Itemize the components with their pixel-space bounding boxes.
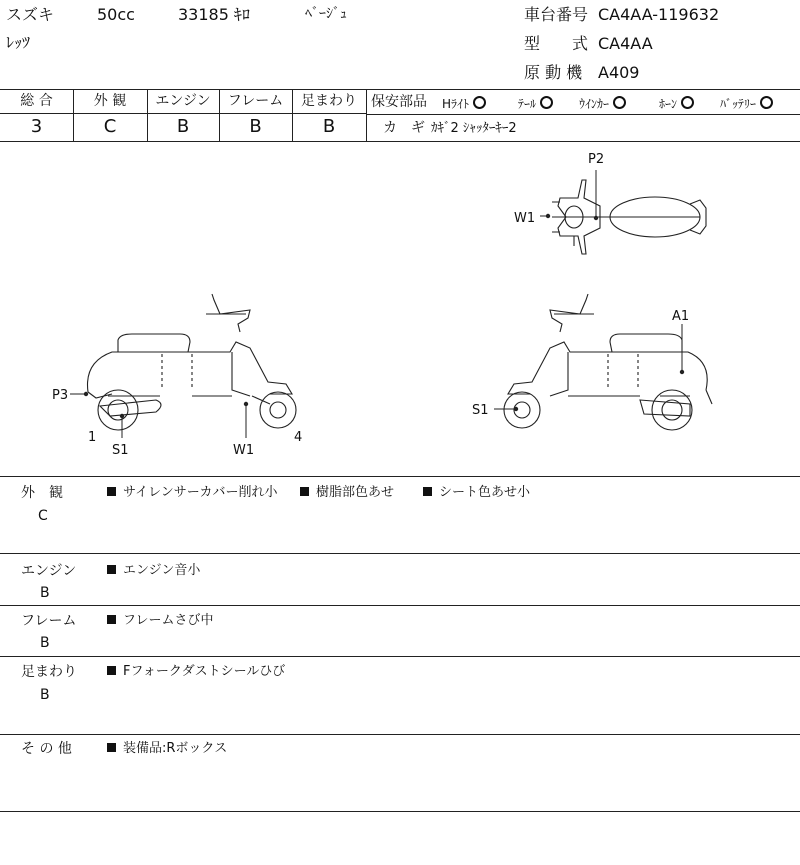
label-w1-top: W1 bbox=[514, 211, 536, 226]
note-item: 樹脂部色あせ bbox=[300, 486, 394, 499]
safety-item-battery: ﾊﾞｯﾃﾘｰ bbox=[720, 96, 773, 110]
note-label: フレーム bbox=[21, 613, 77, 629]
key-value: ｶｷﾞ2 ｼｬｯﾀｰｷｰ2 bbox=[431, 121, 517, 136]
model-name: ﾚｯﾂ bbox=[6, 33, 31, 52]
status-ok-icon bbox=[473, 96, 486, 109]
label-p3: P3 bbox=[52, 388, 69, 403]
label-s1-left: S1 bbox=[112, 443, 129, 458]
status-ok-icon bbox=[540, 96, 553, 109]
grade-header-suspension: 足まわり bbox=[301, 93, 357, 109]
bullet-icon bbox=[107, 565, 116, 574]
bullet-icon bbox=[107, 743, 116, 752]
note-grade: B bbox=[40, 635, 50, 651]
note-item: フレームさび中 bbox=[107, 614, 213, 627]
frame-number-value: CA4AA-119632 bbox=[598, 5, 720, 24]
note-item: シート色あせ小 bbox=[423, 486, 530, 499]
note-item: Fフォークダストシールひび bbox=[107, 665, 285, 678]
model-type-label: 型 式 bbox=[524, 34, 589, 53]
bullet-icon bbox=[107, 487, 116, 496]
grade-value-frame: B bbox=[249, 116, 262, 137]
safety-item-tail: ﾃｰﾙ bbox=[518, 96, 553, 110]
safety-parts-label: 保安部品 bbox=[371, 94, 427, 110]
grade-value-exterior: C bbox=[103, 116, 117, 137]
note-item: 装備品:Rボックス bbox=[107, 742, 227, 755]
safety-item-headlight: Hﾗｲﾄ bbox=[442, 96, 486, 110]
grade-header-frame: フレーム bbox=[227, 93, 284, 109]
status-ok-icon bbox=[681, 96, 694, 109]
label-w1-left: W1 bbox=[233, 443, 255, 458]
note-label: 足まわり bbox=[21, 664, 77, 680]
label-p2: P2 bbox=[588, 152, 605, 167]
model-type-value: CA4AA bbox=[598, 34, 653, 53]
label-number-1: 1 bbox=[88, 430, 97, 445]
note-item: エンジン音小 bbox=[107, 564, 200, 577]
mileage: 33185 ｷﾛ bbox=[178, 5, 250, 24]
displacement: 50cc bbox=[97, 5, 135, 24]
status-ok-icon bbox=[613, 96, 626, 109]
note-grade: C bbox=[38, 508, 48, 524]
note-label: そ の 他 bbox=[21, 741, 72, 757]
engine-model-value: A409 bbox=[598, 63, 640, 82]
note-grade: B bbox=[40, 687, 50, 703]
label-s1-right: S1 bbox=[472, 403, 489, 418]
bullet-icon bbox=[107, 666, 116, 675]
safety-item-horn: ﾎｰﾝ bbox=[659, 96, 694, 110]
frame-number-label: 車台番号 bbox=[524, 5, 589, 24]
note-label: 外 観 bbox=[21, 485, 63, 501]
key-label: カ ギ bbox=[383, 120, 425, 136]
scooter-damage-diagram bbox=[0, 142, 800, 476]
grade-header-overall: 総 合 bbox=[20, 93, 53, 109]
note-label: エンジン bbox=[21, 563, 77, 579]
status-ok-icon bbox=[760, 96, 773, 109]
bullet-icon bbox=[107, 615, 116, 624]
grade-header-exterior: 外 観 bbox=[93, 93, 127, 109]
scooter-top-view bbox=[552, 180, 706, 254]
note-grade: B bbox=[40, 585, 50, 601]
grade-value-engine: B bbox=[176, 116, 190, 137]
body-color: ﾍﾞｰｼﾞｭ bbox=[305, 6, 347, 22]
label-a1: A1 bbox=[672, 309, 690, 324]
grade-value-suspension: B bbox=[322, 116, 336, 137]
grade-header-engine: エンジン bbox=[155, 93, 211, 109]
label-number-4: 4 bbox=[294, 430, 303, 445]
bullet-icon bbox=[300, 487, 309, 496]
bullet-icon bbox=[423, 487, 432, 496]
safety-item-winker: ｳｲﾝｶｰ bbox=[579, 96, 626, 110]
note-item: サイレンサーカバー削れ小 bbox=[107, 486, 278, 499]
scooter-left-view bbox=[88, 294, 297, 430]
grade-value-overall: 3 bbox=[30, 116, 43, 137]
engine-model-label: 原 動 機 bbox=[524, 63, 583, 82]
maker: スズキ bbox=[6, 5, 55, 24]
